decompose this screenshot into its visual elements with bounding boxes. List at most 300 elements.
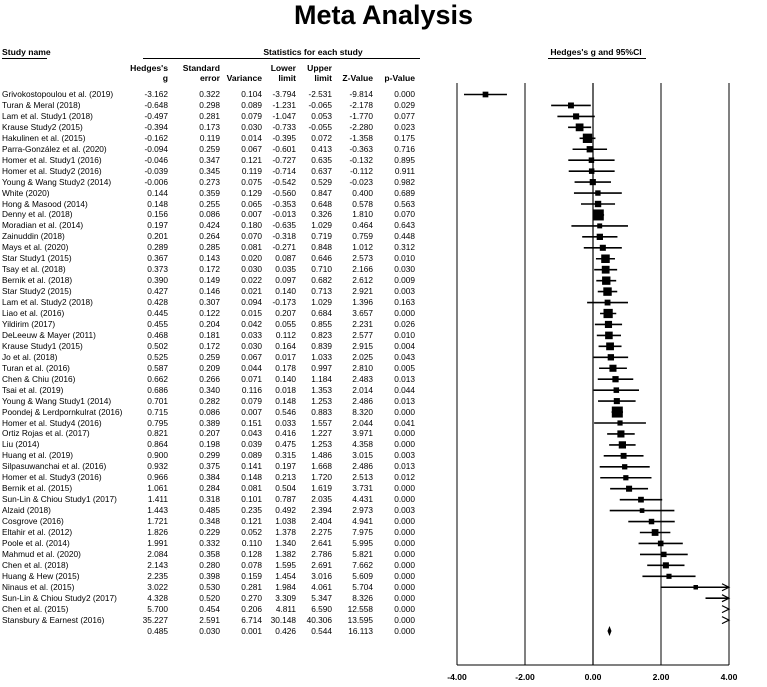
upper-limit-cell: 0.839 <box>311 340 332 351</box>
study-name: Denny et al. (2018) <box>2 209 73 220</box>
hedges-g-cell: 0.445 <box>147 308 168 318</box>
hedges-g-cell: 0.662 <box>147 373 168 384</box>
upper-limit-cell: 0.072 <box>311 132 332 143</box>
study-name: Hakulinen et al. (2015) <box>2 132 86 143</box>
hedges-g-cell: 0.427 <box>147 286 168 297</box>
lower-limit-cell: 0.213 <box>275 472 296 483</box>
z-value-cell: 12.558 <box>347 603 373 614</box>
effect-marker <box>603 287 611 295</box>
hedges-g-cell: 1.826 <box>147 527 168 537</box>
effect-marker <box>617 430 624 437</box>
hedges-g-cell: 0.485 <box>147 625 168 636</box>
effect-marker <box>587 146 593 152</box>
upper-limit-cell: -2.531 <box>308 89 332 99</box>
lower-limit-cell: 0.426 <box>275 625 296 636</box>
upper-limit-cell: 4.061 <box>311 581 332 592</box>
variance-cell: 0.030 <box>241 121 262 132</box>
effect-marker <box>605 332 613 340</box>
p-value-cell: 0.000 <box>394 527 415 537</box>
hedges-g-cell: -3.162 <box>144 89 168 99</box>
p-value-cell: 0.044 <box>394 384 415 395</box>
p-value-cell: 0.000 <box>394 89 415 99</box>
variance-cell: 0.067 <box>241 351 262 362</box>
upper-limit-cell: 0.719 <box>311 231 332 242</box>
effect-marker <box>595 201 601 207</box>
upper-limit-cell: 0.413 <box>311 143 332 154</box>
lower-limit-cell: 0.112 <box>275 329 296 340</box>
variance-cell: 0.039 <box>241 439 262 450</box>
std-error-cell: 0.086 <box>199 406 220 417</box>
z-value-cell: 4.941 <box>352 516 373 527</box>
std-error-cell: 0.172 <box>199 340 220 351</box>
p-value-cell: 0.003 <box>394 450 415 461</box>
std-error-cell: 0.332 <box>199 537 220 548</box>
upper-limit-cell: 0.637 <box>311 165 332 176</box>
std-error-cell: 0.280 <box>199 559 220 570</box>
z-value-cell: 2.577 <box>352 329 373 340</box>
z-value-cell: -0.132 <box>349 154 373 165</box>
z-value-cell: 2.513 <box>352 472 373 483</box>
effect-marker <box>612 376 618 382</box>
lower-limit-cell: -0.318 <box>272 231 296 242</box>
variance-cell: 0.141 <box>241 461 262 472</box>
hedges-g-cell: 0.502 <box>147 340 168 351</box>
std-error-cell: 0.207 <box>199 428 220 439</box>
upper-limit-cell: 5.347 <box>311 592 332 603</box>
variance-cell: 0.159 <box>241 570 262 581</box>
z-value-cell: 2.025 <box>352 351 373 362</box>
x-tick-label: -2.00 <box>515 672 535 682</box>
effect-marker <box>619 441 626 448</box>
std-error-cell: 0.318 <box>199 494 220 505</box>
upper-limit-cell: 1.557 <box>311 417 332 428</box>
x-tick-label: -4.00 <box>447 672 467 682</box>
effect-marker <box>617 420 622 425</box>
variance-cell: 0.079 <box>241 395 262 406</box>
variance-cell: 0.121 <box>241 516 262 527</box>
lower-limit-cell: 0.416 <box>275 428 296 439</box>
lower-limit-cell: 0.033 <box>275 417 296 428</box>
p-value-cell: 0.000 <box>394 570 415 581</box>
variance-cell: 0.094 <box>241 297 262 308</box>
study-name: Star Study2 (2015) <box>2 286 72 297</box>
lower-limit-cell: 0.148 <box>275 395 296 406</box>
lower-limit-cell: 1.382 <box>275 548 296 559</box>
std-error-header-line2: error <box>199 73 220 83</box>
p-value-cell: 0.010 <box>394 253 415 264</box>
page-title: Meta Analysis <box>293 0 474 30</box>
p-value-cell: 0.003 <box>394 286 415 297</box>
study-name: Bernik et al. (2015) <box>2 483 73 494</box>
hedges-g-cell: 5.700 <box>147 603 168 614</box>
hedges-g-cell: 0.864 <box>147 439 168 450</box>
variance-cell: 0.081 <box>241 483 262 494</box>
lower-limit-cell: 0.178 <box>275 362 296 373</box>
std-error-cell: 0.384 <box>199 472 220 483</box>
variance-cell: 0.116 <box>241 384 262 395</box>
p-value-header: p-Value <box>384 73 415 83</box>
z-value-cell: -1.358 <box>349 132 373 143</box>
study-name: Chen et al. (2015) <box>2 603 69 614</box>
lower-limit-cell: -1.047 <box>272 110 296 121</box>
lower-limit-cell: -0.353 <box>272 198 296 209</box>
z-value-cell: 2.231 <box>352 318 373 329</box>
upper-limit-cell: 1.029 <box>311 297 332 308</box>
lower-limit-header-line1: Lower <box>270 63 296 73</box>
z-value-cell: -1.770 <box>349 110 373 121</box>
variance-cell: 0.015 <box>241 308 262 318</box>
variance-cell: 0.119 <box>241 165 262 176</box>
hedges-g-cell: 0.966 <box>147 472 168 483</box>
hedges-g-cell: 0.373 <box>147 264 168 275</box>
hedges-g-cell: 0.201 <box>147 231 168 242</box>
study-name: Young & Wang Study2 (2014) <box>2 176 112 187</box>
p-value-cell: 0.000 <box>394 428 415 439</box>
upper-limit-cell: 0.326 <box>311 209 332 220</box>
hedges-g-cell: 0.686 <box>147 384 168 395</box>
z-value-cell: 2.915 <box>352 340 373 351</box>
upper-limit-cell: 0.823 <box>311 329 332 340</box>
plot-group-header: Hedges's g and 95%CI <box>550 47 642 57</box>
std-error-cell: 0.530 <box>199 581 220 592</box>
study-name: Sun-Lin & Chiou Study1 (2017) <box>2 494 117 505</box>
p-value-cell: 0.000 <box>394 581 415 592</box>
upper-limit-cell: 0.997 <box>311 362 332 373</box>
z-value-header: Z-Value <box>342 73 373 83</box>
p-value-cell: 0.013 <box>394 395 415 406</box>
hedges-g-cell: 0.795 <box>147 417 168 428</box>
std-error-cell: 0.030 <box>199 625 220 636</box>
std-error-cell: 0.259 <box>199 351 220 362</box>
variance-cell: 0.042 <box>241 318 262 329</box>
std-error-cell: 2.591 <box>199 614 220 625</box>
hedges-g-cell: 35.227 <box>142 614 168 625</box>
z-value-cell: 2.166 <box>352 264 373 275</box>
z-value-cell: 1.810 <box>352 209 373 220</box>
std-error-cell: 0.298 <box>199 99 220 110</box>
std-error-cell: 0.322 <box>199 89 220 99</box>
upper-limit-cell: 0.648 <box>311 198 332 209</box>
z-value-cell: 8.320 <box>352 406 373 417</box>
upper-limit-cell: 1.033 <box>311 351 332 362</box>
upper-limit-cell: 2.404 <box>311 516 332 527</box>
hedges-g-cell: 0.900 <box>147 450 168 461</box>
hedges-g-cell: 1.721 <box>147 516 168 527</box>
study-name: Liu (2014) <box>2 439 40 450</box>
lower-limit-cell: 0.164 <box>275 340 296 351</box>
lower-limit-cell: 0.055 <box>275 318 296 329</box>
lower-limit-cell: 1.340 <box>275 537 296 548</box>
p-value-cell: 0.005 <box>394 362 415 373</box>
z-value-cell: 7.975 <box>352 527 373 537</box>
p-value-cell: 0.003 <box>394 505 415 516</box>
std-error-cell: 0.299 <box>199 450 220 461</box>
lower-limit-cell: 0.140 <box>275 286 296 297</box>
lower-limit-cell: -0.395 <box>272 132 296 143</box>
effect-marker <box>608 354 614 360</box>
upper-limit-cell: 1.486 <box>311 450 332 461</box>
std-error-cell: 0.485 <box>199 505 220 516</box>
study-name: Bernik et al. (2018) <box>2 275 73 286</box>
effect-marker <box>605 321 612 328</box>
variance-cell: 0.001 <box>241 625 262 636</box>
effect-marker <box>589 168 594 173</box>
variance-cell: 0.235 <box>241 505 262 516</box>
std-error-cell: 0.285 <box>199 242 220 253</box>
variance-header: Variance <box>226 73 262 83</box>
variance-cell: 0.129 <box>241 187 262 198</box>
lower-limit-cell: -0.635 <box>272 220 296 231</box>
x-tick-label: 0.00 <box>584 672 602 682</box>
variance-cell: 0.043 <box>241 428 262 439</box>
p-value-cell: 0.000 <box>394 625 415 636</box>
lower-limit-cell: 0.475 <box>275 439 296 450</box>
effect-marker <box>589 157 594 162</box>
hedges-g-cell: 1.411 <box>147 494 168 505</box>
study-name: Young & Wang Study1 (2014) <box>2 395 112 406</box>
study-name: Moradian et al. (2014) <box>2 220 84 231</box>
lower-limit-cell: 0.315 <box>275 450 296 461</box>
p-value-cell: 0.070 <box>394 209 415 220</box>
z-value-cell: -2.280 <box>349 121 373 132</box>
z-value-cell: 0.578 <box>352 198 373 209</box>
hedges-g-cell: 0.455 <box>147 318 168 329</box>
std-error-cell: 0.181 <box>199 329 220 340</box>
hedges-g-cell: 2.084 <box>147 548 168 559</box>
std-error-cell: 0.086 <box>199 209 220 220</box>
lower-limit-cell: 0.018 <box>275 384 296 395</box>
z-value-cell: 5.995 <box>352 537 373 548</box>
lower-limit-cell: 1.454 <box>275 570 296 581</box>
variance-cell: 0.014 <box>241 132 262 143</box>
z-value-cell: 0.759 <box>352 231 373 242</box>
std-error-header-line1: Standard <box>182 63 220 73</box>
variance-cell: 0.065 <box>241 198 262 209</box>
std-error-cell: 0.454 <box>199 603 220 614</box>
effect-marker <box>604 309 613 318</box>
upper-limit-cell: 1.184 <box>311 373 332 384</box>
upper-limit-cell: 6.590 <box>311 603 332 614</box>
variance-cell: 0.022 <box>241 275 262 286</box>
study-name: Homer et al. Study4 (2016) <box>2 417 102 428</box>
hedges-g-header-line2: g <box>162 73 168 83</box>
hedges-g-cell: 0.932 <box>147 461 168 472</box>
lower-limit-cell: -0.013 <box>272 209 296 220</box>
effect-marker <box>661 552 666 557</box>
std-error-cell: 0.143 <box>199 253 220 264</box>
variance-cell: 0.089 <box>241 99 262 110</box>
study-name: Silpasuwanchai et al. (2016) <box>2 461 107 472</box>
p-value-cell: 0.895 <box>394 154 415 165</box>
study-name: Star Study1 (2015) <box>2 253 72 264</box>
hedges-g-cell: 0.821 <box>147 428 168 439</box>
hedges-g-cell: 1.061 <box>147 483 168 494</box>
hedges-g-cell: 0.715 <box>147 406 168 417</box>
variance-cell: 0.078 <box>241 559 262 570</box>
p-value-cell: 0.643 <box>394 220 415 231</box>
hedges-g-cell: -0.497 <box>144 110 168 121</box>
variance-cell: 0.070 <box>241 231 262 242</box>
std-error-cell: 0.172 <box>199 264 220 275</box>
hedges-g-cell: -0.046 <box>144 154 168 165</box>
effect-marker <box>583 134 592 143</box>
effect-marker <box>573 113 579 119</box>
upper-limit-cell: 0.883 <box>311 406 332 417</box>
effect-marker <box>640 508 645 513</box>
effect-marker <box>621 453 627 459</box>
z-value-cell: 2.973 <box>352 505 373 516</box>
hedges-g-cell: 0.148 <box>147 198 168 209</box>
z-value-cell: 4.358 <box>352 439 373 450</box>
lower-limit-cell: -0.271 <box>272 242 296 253</box>
effect-marker <box>601 254 610 263</box>
study-name: Mays et al. (2020) <box>2 242 69 253</box>
study-name: Tsai et al. (2019) <box>2 384 64 395</box>
hedges-g-cell: 0.289 <box>147 242 168 253</box>
std-error-cell: 0.398 <box>199 570 220 581</box>
upper-limit-cell: 0.682 <box>311 275 332 286</box>
summary-diamond <box>607 626 611 636</box>
hedges-g-cell: 0.390 <box>147 275 168 286</box>
std-error-cell: 0.345 <box>199 165 220 176</box>
z-value-cell: 4.431 <box>352 494 373 505</box>
lower-limit-cell: -3.794 <box>272 89 296 99</box>
std-error-cell: 0.273 <box>199 176 220 187</box>
p-value-cell: 0.077 <box>394 110 415 121</box>
lower-limit-cell: -0.542 <box>272 176 296 187</box>
lower-limit-cell: 30.148 <box>270 614 296 625</box>
z-value-cell: 2.810 <box>352 362 373 373</box>
upper-limit-cell: 0.713 <box>311 286 332 297</box>
p-value-cell: 0.004 <box>394 340 415 351</box>
p-value-cell: 0.982 <box>394 176 415 187</box>
std-error-cell: 0.424 <box>199 220 220 231</box>
hedges-g-header-line1: Hedges's <box>130 63 168 73</box>
study-name: Homer et al. Study3 (2016) <box>2 472 102 483</box>
variance-cell: 0.021 <box>241 286 262 297</box>
lower-limit-cell: 0.087 <box>275 253 296 264</box>
study-name: Poole et al. (2014) <box>2 537 70 548</box>
p-value-cell: 0.000 <box>394 592 415 603</box>
z-value-cell: 3.015 <box>352 450 373 461</box>
effect-marker <box>606 342 614 350</box>
hedges-g-cell: 4.328 <box>147 592 168 603</box>
stats-group-header: Statistics for each study <box>263 47 363 57</box>
lower-limit-cell: 0.017 <box>275 351 296 362</box>
upper-limit-cell: 2.394 <box>311 505 332 516</box>
variance-cell: 0.148 <box>241 472 262 483</box>
upper-limit-header-line2: limit <box>314 73 332 83</box>
z-value-cell: 2.486 <box>352 395 373 406</box>
upper-limit-cell: 0.529 <box>311 176 332 187</box>
p-value-cell: 0.041 <box>394 417 415 428</box>
effect-marker <box>663 562 669 568</box>
x-tick-label: 2.00 <box>652 672 670 682</box>
hedges-g-cell: 0.144 <box>147 187 168 198</box>
effect-marker <box>576 123 584 131</box>
std-error-cell: 0.307 <box>199 297 220 308</box>
study-name: Chen et al. (2018) <box>2 559 69 570</box>
p-value-cell: 0.000 <box>394 483 415 494</box>
study-name: Poondej & Lerdpornkulrat (2016) <box>2 406 123 417</box>
std-error-cell: 0.520 <box>199 592 220 603</box>
hedges-g-cell: -0.006 <box>144 176 168 187</box>
upper-limit-cell: 0.635 <box>311 154 332 165</box>
std-error-cell: 0.282 <box>199 395 220 406</box>
hedges-g-cell: 0.525 <box>147 351 168 362</box>
upper-limit-cell: 1.253 <box>311 395 332 406</box>
hedges-g-cell: -0.039 <box>144 165 168 176</box>
variance-cell: 0.020 <box>241 253 262 264</box>
variance-cell: 0.007 <box>241 209 262 220</box>
variance-cell: 0.044 <box>241 362 262 373</box>
effect-marker <box>612 407 623 418</box>
hedges-g-cell: 0.156 <box>147 209 168 220</box>
z-value-cell: 2.483 <box>352 373 373 384</box>
effect-marker <box>614 398 620 404</box>
variance-cell: 0.030 <box>241 264 262 275</box>
variance-cell: 0.270 <box>241 592 262 603</box>
study-name-header: Study name <box>2 47 51 57</box>
study-name: Chen & Chiu (2016) <box>2 373 76 384</box>
effect-marker <box>590 179 596 185</box>
effect-marker <box>595 190 600 195</box>
std-error-cell: 0.375 <box>199 461 220 472</box>
study-name: Lam et al. Study2 (2018) <box>2 297 93 308</box>
effect-marker <box>649 519 654 524</box>
study-name: Grivokostopoulou et al. (2019) <box>2 89 114 99</box>
upper-limit-cell: 1.029 <box>311 220 332 231</box>
study-name: Zainuddin (2018) <box>2 231 65 242</box>
p-value-cell: 0.000 <box>394 308 415 318</box>
hedges-g-cell: -0.094 <box>144 143 168 154</box>
variance-cell: 0.030 <box>241 340 262 351</box>
std-error-cell: 0.198 <box>199 439 220 450</box>
lower-limit-header-line2: limit <box>278 73 296 83</box>
upper-limit-cell: 2.275 <box>311 527 332 537</box>
z-value-cell: -2.178 <box>349 99 373 110</box>
std-error-cell: 0.119 <box>199 132 220 143</box>
hedges-g-cell: -0.162 <box>144 132 168 143</box>
hedges-g-cell: 0.197 <box>147 220 168 231</box>
p-value-cell: 0.013 <box>394 373 415 384</box>
std-error-cell: 0.358 <box>199 548 220 559</box>
study-name: Lam et al. Study1 (2018) <box>2 110 93 121</box>
lower-limit-cell: 0.097 <box>275 275 296 286</box>
hedges-g-cell: 0.587 <box>147 362 168 373</box>
lower-limit-cell: -0.601 <box>272 143 296 154</box>
upper-limit-cell: 1.668 <box>311 461 332 472</box>
effect-marker <box>666 574 671 579</box>
lower-limit-cell: 4.811 <box>275 603 296 614</box>
study-name: Turan & Meral (2018) <box>2 99 81 110</box>
std-error-cell: 0.340 <box>199 384 220 395</box>
p-value-cell: 0.448 <box>394 231 415 242</box>
p-value-cell: 0.563 <box>394 198 415 209</box>
effect-marker <box>622 464 627 469</box>
z-value-cell: 16.113 <box>348 625 373 636</box>
effect-marker <box>638 497 644 503</box>
study-name: Krause Study2 (2015) <box>2 121 83 132</box>
p-value-cell: 0.163 <box>394 297 415 308</box>
effect-marker <box>602 266 610 274</box>
z-value-cell: 2.921 <box>352 286 373 297</box>
study-name: Cosgrove (2016) <box>2 516 64 527</box>
upper-limit-cell: 40.306 <box>306 614 332 625</box>
upper-limit-header-line1: Upper <box>307 63 332 73</box>
study-name: Tsay et al. (2018) <box>2 264 66 275</box>
p-value-cell: 0.043 <box>394 351 415 362</box>
